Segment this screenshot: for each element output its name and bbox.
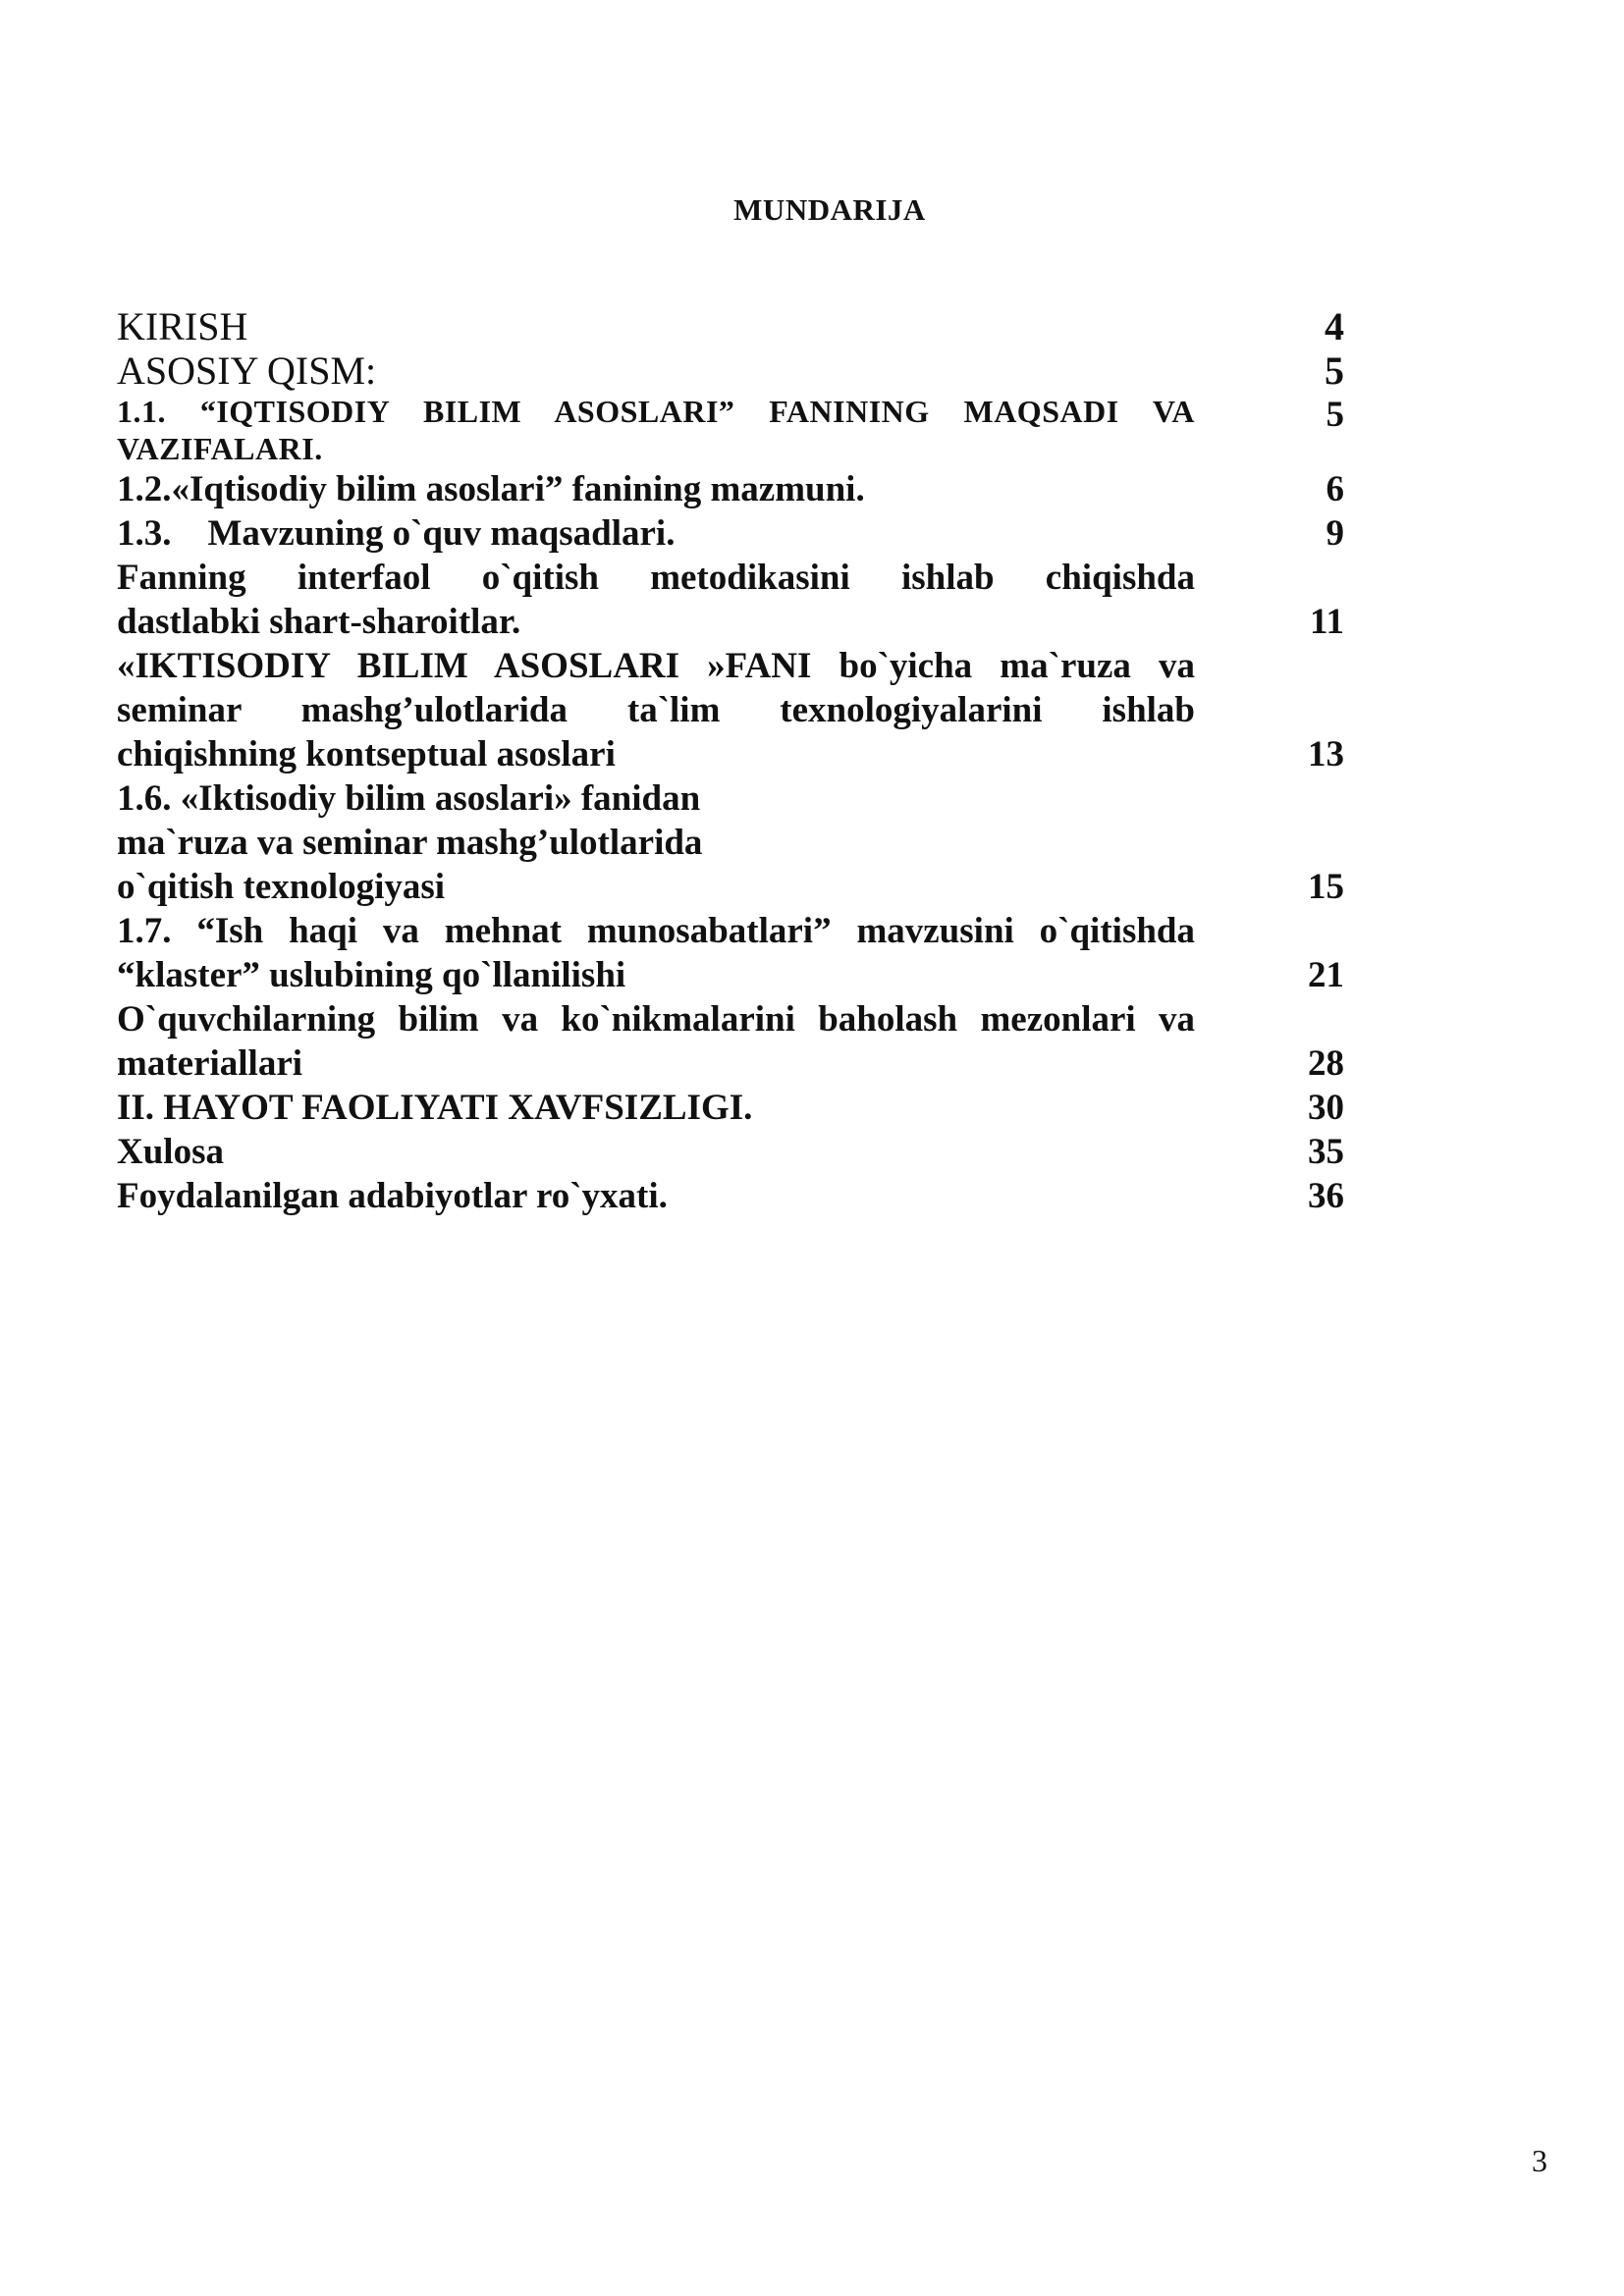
toc-entry-adabiyotlar[interactable] bbox=[117, 1174, 1344, 1218]
toc-line: 1.6. «Iktisodiy bilim asoslari» fanidan bbox=[117, 778, 701, 819]
toc-line: VAZIFALARI. bbox=[117, 431, 323, 466]
toc-entry-1-1[interactable] bbox=[117, 393, 1344, 467]
toc-entry-text bbox=[117, 776, 1195, 909]
toc-entry-kirish[interactable] bbox=[117, 304, 1344, 348]
toc-line: 1.3. Mavzuning o`quv maqsadlari. bbox=[117, 513, 676, 554]
toc-entry-asosiy-qism[interactable] bbox=[117, 348, 1344, 393]
toc-page-number: 4 bbox=[1325, 304, 1344, 348]
toc-page-number: 36 bbox=[1308, 1176, 1344, 1216]
toc-entry-text bbox=[117, 997, 1195, 1086]
toc-page-number: 35 bbox=[1308, 1132, 1344, 1172]
toc-entry-kontseptual[interactable] bbox=[117, 644, 1344, 776]
toc-entry-text bbox=[117, 1174, 1195, 1218]
page-number: 3 bbox=[1532, 2143, 1547, 2178]
toc-page-number: 13 bbox=[1308, 734, 1344, 774]
toc-entry-text bbox=[117, 304, 1195, 348]
toc-page-number: 9 bbox=[1326, 513, 1344, 554]
toc-entry-text bbox=[117, 909, 1195, 997]
toc-page-number: 30 bbox=[1308, 1088, 1344, 1128]
table-of-contents bbox=[117, 304, 1344, 1218]
toc-entry-1-2[interactable] bbox=[117, 467, 1344, 511]
toc-entry-baholash[interactable] bbox=[117, 997, 1344, 1086]
toc-line: 1.2.«Iqtisodiy bilim asoslari” fanining mazmuni. bbox=[117, 469, 865, 509]
toc-entry-text bbox=[117, 1130, 1195, 1174]
toc-page-number: 15 bbox=[1308, 867, 1344, 907]
toc-line: materiallari bbox=[117, 1043, 303, 1084]
toc-entry-text bbox=[117, 556, 1195, 644]
toc-entry-text bbox=[117, 348, 1195, 393]
toc-entry-text bbox=[117, 393, 1195, 467]
toc-entry-1-3[interactable] bbox=[117, 511, 1344, 556]
toc-entry-1-6[interactable] bbox=[117, 776, 1344, 909]
toc-line: ASOSIY QISM: bbox=[117, 348, 377, 393]
toc-line: Fanning interfaol o`qitish metodikasini ishlab chiqishda bbox=[117, 558, 1195, 598]
toc-line: Foydalanilgan adabiyotlar ro`yxati. bbox=[117, 1176, 668, 1216]
toc-line: 1.1. “IQTISODIY BILIM ASOSLARI” FANINING MAQSADI VA bbox=[117, 394, 1195, 429]
toc-line: II. HAYOT FAOLIYATI XAVFSIZLIGI. bbox=[117, 1088, 753, 1128]
toc-line: ma`ruza va seminar mashg’ulotlarida bbox=[117, 823, 703, 863]
toc-page-number: 28 bbox=[1308, 1043, 1344, 1084]
toc-line: Xulosa bbox=[117, 1132, 224, 1172]
toc-page-number: 6 bbox=[1326, 469, 1344, 509]
toc-entry-text bbox=[117, 1086, 1195, 1130]
toc-line: dastlabki shart-sharoitlar. bbox=[117, 602, 521, 642]
toc-entry-1-7[interactable] bbox=[117, 909, 1344, 997]
toc-entry-interfaol[interactable] bbox=[117, 556, 1344, 644]
toc-page-number: 5 bbox=[1325, 348, 1344, 393]
toc-page-number: 5 bbox=[1326, 395, 1344, 435]
toc-line: o`qitish texnologiyasi bbox=[117, 867, 446, 907]
toc-entry-hayot-faoliyati[interactable] bbox=[117, 1086, 1344, 1130]
toc-line: chiqishning kontseptual asoslari bbox=[117, 734, 616, 774]
toc-line: 1.7. “Ish haqi va mehnat munosabatlari” mavzusini o`qitishda bbox=[117, 911, 1195, 951]
toc-line: «IKTISODIY BILIM ASOSLARI »FANI bo`yicha ma`ruza va bbox=[117, 646, 1195, 686]
toc-line: O`quvchilarning bilim va ko`nikmalarini baholash mezonlari va bbox=[117, 999, 1195, 1040]
toc-line: “klaster” uslubining qo`llanilishi bbox=[117, 955, 626, 995]
toc-entry-text bbox=[117, 644, 1195, 776]
toc-entry-xulosa[interactable] bbox=[117, 1130, 1344, 1174]
toc-line: KIRISH bbox=[117, 304, 248, 348]
page-title: MUNDARIJA bbox=[733, 192, 926, 227]
toc-page-number: 21 bbox=[1308, 955, 1344, 995]
toc-line: seminar mashg’ulotlarida ta`lim texnologiyalarini ishlab bbox=[117, 690, 1195, 730]
toc-entry-text bbox=[117, 511, 1195, 556]
toc-page-number: 11 bbox=[1310, 602, 1344, 642]
toc-entry-text bbox=[117, 467, 1195, 511]
